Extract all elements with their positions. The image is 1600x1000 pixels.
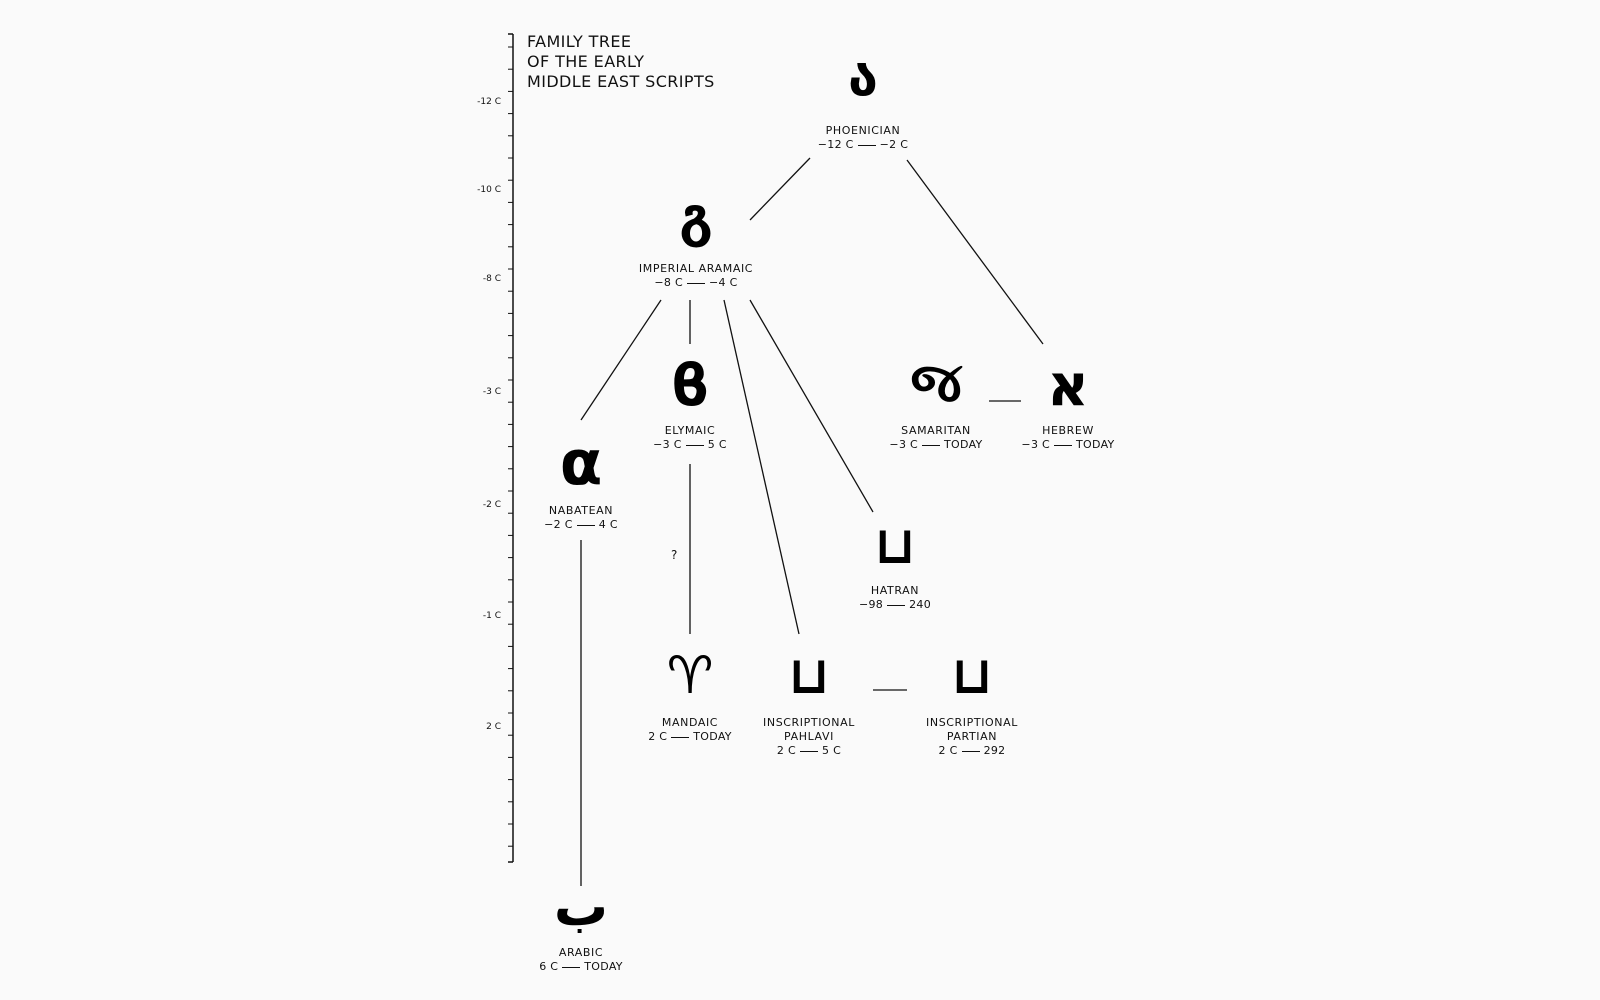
node-imperial-aramaic [616, 185, 776, 290]
node-inscriptional-pahlavi [729, 646, 889, 758]
aramaic-dates: −8 C −4 C [654, 276, 738, 289]
node-inscriptional-partian [892, 646, 1052, 758]
nabatean-glyph: α [559, 426, 603, 499]
hatran-dates: −98 240 [858, 598, 932, 611]
elymaic-glyph: ϐ [671, 351, 709, 419]
axis-tick-label: -10 C [477, 185, 501, 195]
title-line-2: OF THE EARLY [527, 52, 645, 71]
diagram-title [527, 32, 715, 92]
hebrew-dates: −3 C TODAY [1021, 438, 1115, 451]
axis-tick-label: -3 C [482, 387, 501, 397]
mandaic-dates: 2 C TODAY [648, 730, 732, 743]
samaritan-glyph: જ [910, 351, 962, 414]
aramaic-glyph: გ [679, 185, 713, 248]
partian-glyph: ⊔ [951, 646, 993, 706]
partian-name-2: PARTIAN [946, 730, 998, 743]
node-phoenician [783, 45, 943, 152]
pahlavi-dates: 2 C 5 C [776, 744, 842, 757]
pahlavi-name-1: INSCRIPTIONAL [763, 716, 855, 729]
axis-tick-label: -2 C [482, 500, 501, 510]
node-arabic [501, 875, 661, 974]
title-line-3: MIDDLE EAST SCRIPTS [527, 72, 715, 91]
samaritan-dates: −3 C TODAY [889, 438, 983, 451]
pahlavi-name-2: PAHLAVI [784, 730, 834, 743]
phoenician-name: PHOENICIAN [825, 124, 901, 137]
arabic-glyph: ب [553, 875, 609, 938]
arabic-name: ARABIC [558, 946, 604, 959]
axis-tick-label: -1 C [482, 611, 501, 621]
nabatean-dates: −2 C 4 C [544, 518, 618, 531]
phoenician-dates: −12 C −2 C [817, 138, 909, 151]
elymaic-dates: −3 C 5 C [653, 438, 727, 451]
hebrew-glyph: א [1046, 351, 1090, 419]
phoenician-glyph: ა [848, 45, 878, 108]
hatran-glyph: ⊔ [874, 516, 916, 576]
elymaic-name: ELYMAIC [664, 424, 716, 437]
aramaic-name: IMPERIAL ARAMAIC [638, 262, 754, 275]
title-line-1: FAMILY TREE [527, 32, 632, 51]
nabatean-name: NABATEAN [548, 504, 614, 517]
partian-name-1: INSCRIPTIONAL [926, 716, 1018, 729]
axis-tick-label: -8 C [482, 274, 501, 284]
link-phoenician-hebrew [907, 160, 1043, 344]
samaritan-name: SAMARITAN [901, 424, 971, 437]
axis-tick-label: -12 C [477, 97, 501, 107]
uncertain-link-mark: ? [671, 548, 678, 562]
axis-tick-label: 2 C [486, 722, 501, 732]
hatran-name: HATRAN [870, 584, 920, 597]
arabic-dates: 6 C TODAY [539, 960, 623, 973]
partian-dates: 2 C 292 [938, 744, 1006, 757]
node-hebrew [988, 351, 1148, 452]
hebrew-name: HEBREW [1042, 424, 1094, 437]
node-hatran [815, 516, 975, 612]
mandaic-glyph: ♈ [666, 646, 714, 706]
link-aramaic-pahlavi [724, 300, 799, 634]
node-nabatean [501, 426, 661, 532]
mandaic-name: MANDAIC [661, 716, 719, 729]
pahlavi-glyph: ⊔ [788, 646, 830, 706]
